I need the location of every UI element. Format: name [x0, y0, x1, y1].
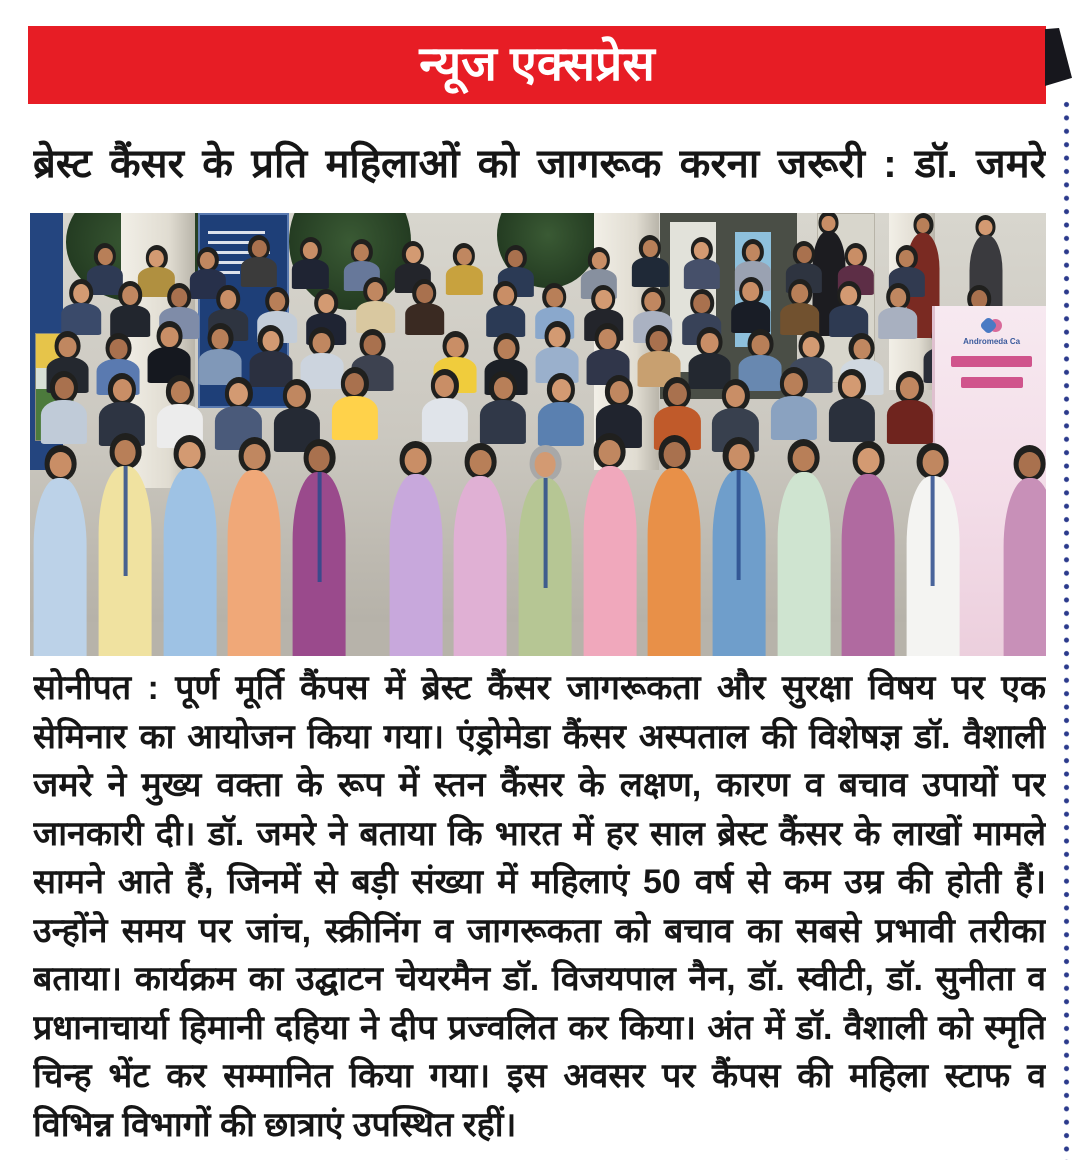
- body-text: पूर्ण मूर्ति कैंपस में ब्रेस्ट कैंसर जागरूकता और सुरक्षा विषय पर एक: [175, 669, 1046, 707]
- hospital-logo-icon: [935, 316, 1046, 334]
- person-figure: [422, 369, 468, 442]
- masthead-title: न्यूज एक्सप्रेस: [419, 38, 655, 91]
- person-figure: [332, 367, 378, 440]
- person-figure: [163, 435, 216, 656]
- person-figure: [405, 279, 445, 335]
- body-line: सेमिनार का आयोजन किया गया। एंड्रोमेडा कैंसर अस्पताल की विशेषज्ञ डॉ. वैशाली: [33, 717, 1046, 756]
- person-figure: [292, 237, 328, 289]
- dateline: सोनीपत: [33, 669, 132, 707]
- person-figure: [199, 323, 242, 385]
- person-figure: [887, 371, 933, 444]
- dateline-separator: :: [131, 669, 176, 707]
- body-line: जमरे ने मुख्य वक्ता के रूप में स्तन कैंसर के लक्षण, कारण व बचाव उपायों पर: [33, 766, 1046, 804]
- person-figure: [293, 439, 346, 656]
- body-line: उन्होंने समय पर जांच, स्क्रीनिंग व जागरूकता को बचाव का सबसे प्रभावी तरीका: [33, 911, 1046, 950]
- person-figure: [389, 441, 442, 656]
- body-line: प्रधानाचार्या हिमानी दहिया ने दीप प्रज्वलित कर किया। अंत में डॉ. वैशाली को स्मृति: [33, 1008, 1046, 1047]
- person-figure: [538, 373, 584, 446]
- body-line: जानकारी दी। डॉ. जमरे ने बताया कि भारत में हर साल ब्रेस्ट कैंसर के लाखों मामले: [33, 814, 1046, 853]
- corner-fold-icon: [1045, 28, 1072, 86]
- person-figure: [907, 443, 960, 656]
- body-line: सामने आते हैं, जिनमें से बड़ी संख्या में महिलाएं 50 वर्ष से कम उम्र की होती हैं।: [33, 863, 1046, 901]
- person-figure: [34, 445, 87, 656]
- person-figure: [519, 445, 572, 656]
- person-figure: [241, 235, 277, 287]
- person-figure: [648, 435, 701, 656]
- person-figure: [99, 433, 152, 656]
- person-figure: [228, 437, 281, 656]
- person-figure: [731, 277, 771, 333]
- person-figure: [148, 321, 191, 383]
- person-figure: [356, 277, 396, 333]
- person-figure: [62, 279, 102, 335]
- person-figure: [454, 443, 507, 656]
- body-line: [33, 664, 1046, 713]
- person-figure: [486, 281, 526, 337]
- person-figure: [41, 371, 87, 444]
- person-figure: [829, 369, 875, 442]
- person-figure: [771, 367, 817, 440]
- person-figure: [713, 437, 766, 656]
- person-figure: [1003, 445, 1046, 656]
- headline: ब्रेस्ट कैंसर के प्रति महिलाओं को जागरूक करना जरूरी : डॉ. जमरे: [33, 142, 1046, 186]
- person-figure: [446, 243, 482, 295]
- person-figure: [111, 281, 151, 337]
- body-line: विभिन्न विभागों की छात्राएं उपस्थित रहीं।: [33, 1105, 517, 1144]
- standee-text-bar: [961, 377, 1023, 388]
- body-line: चिन्ह भेंट कर सम्मानित किया गया। इस अवसर पर कैंपस की महिला स्टाफ व: [33, 1057, 1046, 1095]
- person-figure: [829, 281, 869, 337]
- body-line: बताया। कार्यक्रम का उद्घाटन चेयरमैन डॉ. विजयपाल नैन, डॉ. स्वीटी, डॉ. सुनीता व: [33, 960, 1046, 998]
- person-figure: [878, 283, 918, 339]
- masthead-banner: [28, 26, 1046, 104]
- person-figure: [632, 235, 668, 287]
- person-figure: [683, 237, 719, 289]
- person-figure: [780, 279, 820, 335]
- standee-text: Andromeda Ca: [963, 337, 1021, 347]
- person-figure: [583, 433, 636, 656]
- dotted-divider: [1063, 100, 1070, 1160]
- standee-text-bar: [951, 356, 1032, 367]
- person-figure: [480, 371, 526, 444]
- person-figure: [777, 439, 830, 656]
- article-body: [33, 664, 1046, 1149]
- news-photo: [30, 213, 1046, 656]
- person-figure: [842, 441, 895, 656]
